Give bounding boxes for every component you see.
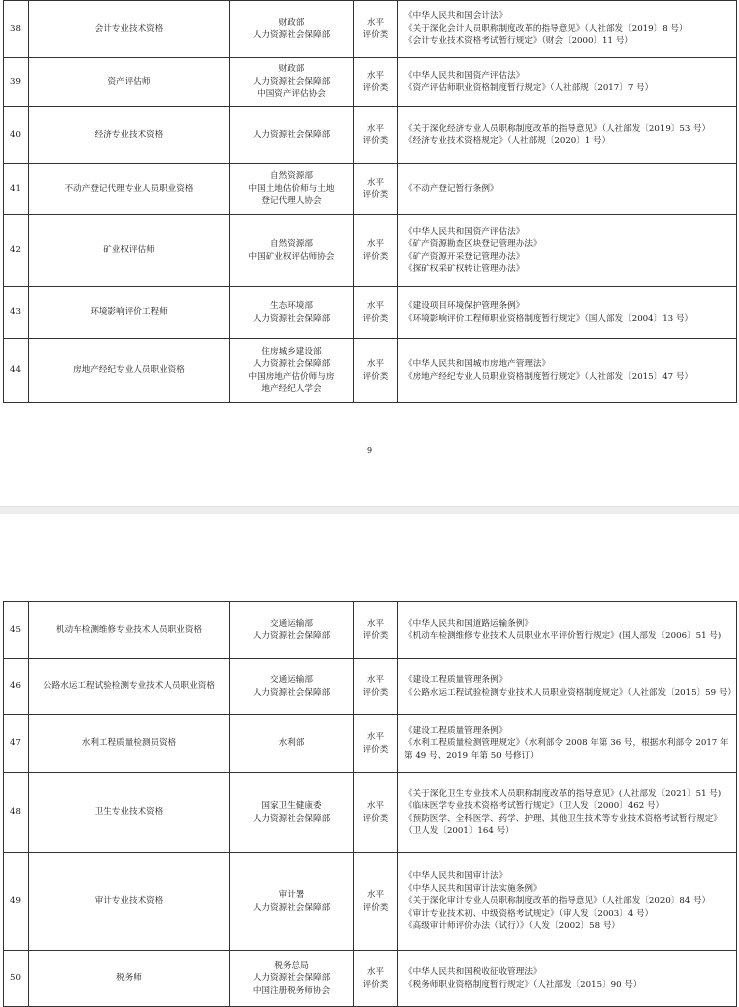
department-cell xyxy=(230,339,354,403)
category-cell xyxy=(354,1,398,58)
qualification-name: 矿业权评估师 xyxy=(29,215,230,287)
legal-basis-cell xyxy=(398,659,737,715)
category-cell-line: 水平 xyxy=(366,17,385,28)
legal-basis-cell-line: 《建设工程质量管理条例》 xyxy=(404,675,508,685)
category-cell xyxy=(354,853,398,951)
row-number: 49 xyxy=(4,853,29,951)
department-cell xyxy=(230,215,354,287)
category-cell-line: 水平 xyxy=(366,890,385,900)
department-cell-line: 中国矿业权评估师协会 xyxy=(248,251,335,262)
department-cell-line: 交通运输部 xyxy=(270,618,313,629)
table-row xyxy=(4,58,737,107)
table-row xyxy=(4,164,737,215)
table-row xyxy=(4,659,737,715)
row-number: 43 xyxy=(4,287,29,339)
legal-basis-cell-line: 《关于深化卫生专业技术人员职称制度改革的指导意见》(人社部发〔2021〕51 号) xyxy=(404,788,722,799)
department-cell-line: 人力资源社会保障部 xyxy=(252,813,331,824)
category-cell-line: 评价类 xyxy=(362,687,389,698)
category-cell-line: 水平 xyxy=(366,70,385,81)
category-cell-line: 水平 xyxy=(366,967,385,977)
row-number: 38 xyxy=(4,1,29,58)
legal-basis-cell xyxy=(398,339,737,403)
department-cell-line: 审计署 xyxy=(278,890,305,900)
legal-basis-cell xyxy=(398,287,737,339)
legal-basis-cell xyxy=(398,773,737,853)
legal-basis-cell-line: 《关于深化经济专业人员职称制度改革的指导意见》（人社部发〔2019〕53 号） xyxy=(404,123,711,134)
category-cell-line: 评价类 xyxy=(362,190,389,200)
category-cell xyxy=(354,951,398,1007)
table-row xyxy=(4,853,737,951)
row-number: 45 xyxy=(4,602,29,659)
qualification-name: 资产评估师 xyxy=(29,58,230,107)
legal-basis-cell xyxy=(398,215,737,287)
department-cell-line: 水利部 xyxy=(278,738,305,749)
category-cell-line: 水平 xyxy=(366,123,385,134)
department-cell xyxy=(230,659,354,715)
department-cell-line: 人力资源社会保障部 xyxy=(252,973,331,984)
category-cell-line: 评价类 xyxy=(362,371,389,382)
qualification-name: 公路水运工程试验检测专业技术人员职业资格 xyxy=(29,659,230,715)
legal-basis-cell-line: 《中华人民共和国道路运输条例》 xyxy=(404,618,533,629)
department-cell-line: 人力资源社会保障部 xyxy=(252,631,331,641)
legal-basis-cell-line: 《中华人民共和国资产评估法》 xyxy=(404,70,525,81)
row-number: 48 xyxy=(4,773,29,853)
legal-basis-cell-line: 《预防医学、全科医学、药学、护理、其他卫生技术等专业技术资格考试暂行规定》（卫人发〔2001〕164 号） xyxy=(404,813,722,836)
qualification-name: 审计专业技术资格 xyxy=(29,853,230,951)
category-cell-line: 水平 xyxy=(366,801,385,811)
department-cell-line: 人力资源社会保障部 xyxy=(252,313,331,324)
legal-basis-cell-line: 《房地产经纪专业人员职业资格制度暂行规定》（人社部发〔2015〕47 号） xyxy=(404,371,694,382)
table-row xyxy=(4,602,737,659)
table-row xyxy=(4,1,737,58)
category-cell-line: 水平 xyxy=(366,301,385,311)
category-cell-line: 评价类 xyxy=(362,631,389,641)
department-cell-line: 登记代理人协会 xyxy=(261,196,322,207)
category-cell-line: 水平 xyxy=(366,239,385,249)
category-cell xyxy=(354,215,398,287)
category-cell-line: 评价类 xyxy=(362,902,389,913)
legal-basis-cell xyxy=(398,715,737,773)
legal-basis-cell-line: 《矿产资源勘查区块登记管理办法》 xyxy=(404,239,542,249)
department-cell-line: 中国房地产估价师与房 xyxy=(248,371,335,382)
department-cell xyxy=(230,164,354,215)
qualification-name: 不动产登记代理专业人员职业资格 xyxy=(29,164,230,215)
qualification-table-top xyxy=(3,0,737,403)
table-row xyxy=(4,339,737,403)
category-cell xyxy=(354,602,398,659)
legal-basis-cell-line: 《建设项目环境保护管理条例》 xyxy=(404,301,525,311)
legal-basis-cell-line: 《临床医学专业技术资格考试暂行规定》（卫人发〔2000〕462 号） xyxy=(404,801,665,811)
category-cell-line: 水平 xyxy=(366,732,385,742)
department-cell-line: 人力资源社会保障部 xyxy=(252,359,331,369)
legal-basis-cell-line: 《水利工程质量检测管理规定》（水利部令 2008 年第 36 号，根据水利部令 2017 年第 49 号、2019 年第 50 号修订） xyxy=(404,738,729,761)
category-cell-line: 水平 xyxy=(366,177,385,188)
table-row xyxy=(4,215,737,287)
qualification-name: 税务师 xyxy=(29,951,230,1007)
category-cell-line: 水平 xyxy=(366,675,385,685)
qualification-name: 卫生专业技术资格 xyxy=(29,773,230,853)
department-cell-line: 生态环境部 xyxy=(270,301,313,311)
category-cell xyxy=(354,287,398,339)
department-cell-line: 人力资源社会保障部 xyxy=(252,129,331,140)
table-row xyxy=(4,107,737,164)
legal-basis-cell-line: 《关于深化会计人员职称制度改革的指导意见》（人社部发〔2019〕8 号） xyxy=(404,23,688,34)
legal-basis-cell-line: 《不动产登记暂行条例》 xyxy=(404,183,499,194)
department-cell-line: 人力资源社会保障部 xyxy=(252,687,331,698)
department-cell-line: 住房城乡建设部 xyxy=(261,346,322,357)
legal-basis-cell xyxy=(398,1,737,58)
department-cell-line: 人力资源社会保障部 xyxy=(252,902,331,913)
legal-basis-cell-line: 《建设工程质量管理条例》 xyxy=(404,725,508,736)
row-number: 39 xyxy=(4,58,29,107)
category-cell xyxy=(354,164,398,215)
department-cell xyxy=(230,853,354,951)
department-cell xyxy=(230,715,354,773)
legal-basis-cell-line: 《探矿权采矿权转让管理办法》 xyxy=(404,264,525,274)
category-cell-line: 评价类 xyxy=(362,83,389,93)
department-cell-line: 财政部 xyxy=(278,17,305,28)
legal-basis-cell-line: 《矿产资源开采登记管理办法》 xyxy=(404,251,525,262)
department-cell-line: 人力资源社会保障部 xyxy=(252,30,331,40)
legal-basis-cell-line: 《会计专业技术资格考试暂行规定》（财会〔2000〕11 号） xyxy=(404,36,633,47)
legal-basis-cell xyxy=(398,951,737,1007)
legal-basis-cell-line: 《中华人民共和国审计法》 xyxy=(404,871,508,882)
category-cell-line: 评价类 xyxy=(362,744,389,755)
row-number: 40 xyxy=(4,107,29,164)
qualification-name: 机动车检测维修专业技术人员职业资格 xyxy=(29,602,230,659)
department-cell-line: 交通运输部 xyxy=(270,675,313,685)
category-cell-line: 评价类 xyxy=(362,979,389,990)
table-row xyxy=(4,287,737,339)
department-cell-line: 税务总局 xyxy=(274,960,309,971)
page-number: 9 xyxy=(366,446,373,455)
legal-basis-cell-line: 《审计专业技术初、中级资格考试规定》（审人发〔2003〕4 号） xyxy=(404,908,654,919)
legal-basis-cell xyxy=(398,58,737,107)
legal-basis-cell xyxy=(398,853,737,951)
category-cell xyxy=(354,773,398,853)
category-cell-line: 评价类 xyxy=(362,251,389,262)
legal-basis-cell-line: 《中华人民共和国会计法》 xyxy=(404,11,508,22)
category-cell-line: 评价类 xyxy=(362,313,389,324)
table-row xyxy=(4,715,737,773)
category-cell-line: 水平 xyxy=(366,359,385,369)
department-cell xyxy=(230,58,354,107)
legal-basis-cell xyxy=(398,602,737,659)
department-cell-line: 国家卫生健康委 xyxy=(261,801,322,811)
table-row xyxy=(4,951,737,1007)
department-cell-line: 自然资源部 xyxy=(270,239,313,249)
qualification-name: 经济专业技术资格 xyxy=(29,107,230,164)
qualification-name: 水利工程质量检测员资格 xyxy=(29,715,230,773)
legal-basis-cell xyxy=(398,164,737,215)
legal-basis-cell-line: 《中华人民共和国城市房地产管理法》 xyxy=(404,359,551,369)
department-cell-line: 中国注册税务师协会 xyxy=(252,985,331,996)
qualification-table-bottom xyxy=(3,601,737,1007)
legal-basis-cell-line: 《中华人民共和国资产评估法》 xyxy=(404,226,525,237)
department-cell xyxy=(230,602,354,659)
category-cell xyxy=(354,58,398,107)
category-cell-line: 水平 xyxy=(366,618,385,629)
legal-basis-cell-line: 《资产评估师职业资格制度暂行规定》（人社部规〔2017〕7 号） xyxy=(404,83,654,93)
category-cell xyxy=(354,715,398,773)
category-cell xyxy=(354,339,398,403)
row-number: 42 xyxy=(4,215,29,287)
category-cell-line: 评价类 xyxy=(362,136,389,146)
row-number: 50 xyxy=(4,951,29,1007)
legal-basis-cell xyxy=(398,107,737,164)
department-cell-line: 地产经纪人学会 xyxy=(261,384,322,394)
category-cell xyxy=(354,659,398,715)
department-cell xyxy=(230,951,354,1007)
page-separator xyxy=(0,506,739,514)
row-number: 44 xyxy=(4,339,29,403)
category-cell-line: 评价类 xyxy=(362,813,389,824)
department-cell-line: 中国土地估价师与土地 xyxy=(248,183,335,194)
department-cell-line: 中国资产评估协会 xyxy=(257,89,326,100)
legal-basis-cell-line: 《公路水运工程试验检测专业技术人员职业资格制度规定》（人社部发〔2015〕59 号） xyxy=(404,687,737,698)
row-number: 47 xyxy=(4,715,29,773)
department-cell-line: 人力资源社会保障部 xyxy=(252,76,331,87)
row-number: 41 xyxy=(4,164,29,215)
legal-basis-cell-line: 《中华人民共和国审计法实施条例》 xyxy=(404,883,542,894)
legal-basis-cell-line: 《环境影响评价工程师职业资格制度暂行规定》（国人部发〔2004〕13 号） xyxy=(404,313,694,324)
table-row xyxy=(4,773,737,853)
category-cell xyxy=(354,107,398,164)
department-cell xyxy=(230,773,354,853)
legal-basis-cell-line: 《经济专业技术资格规定》（人社部规〔2020〕1 号） xyxy=(404,136,611,146)
legal-basis-cell-line: 《机动车检测维修专业技术人员职业水平评价暂行规定》(国人部发〔2006〕51 号) xyxy=(404,631,722,641)
department-cell xyxy=(230,1,354,58)
legal-basis-cell-line: 《高级审计师评价办法（试行）》（人发〔2002〕58 号） xyxy=(404,921,621,932)
department-cell xyxy=(230,287,354,339)
qualification-name: 环境影响评价工程师 xyxy=(29,287,230,339)
legal-basis-cell-line: 《关于深化审计专业人员职称制度改革的指导意见》（人社部发〔2020〕84 号） xyxy=(404,896,711,907)
row-number: 46 xyxy=(4,659,29,715)
department-cell-line: 财政部 xyxy=(278,64,305,75)
legal-basis-cell-line: 《税务师职业资格制度暂行规定》（人社部发〔2015〕90 号） xyxy=(404,979,642,990)
department-cell-line: 自然资源部 xyxy=(270,171,313,182)
qualification-name: 会计专业技术资格 xyxy=(29,1,230,58)
qualification-name: 房地产经纪专业人员职业资格 xyxy=(29,339,230,403)
department-cell xyxy=(230,107,354,164)
legal-basis-cell-line: 《中华人民共和国税收征收管理法》 xyxy=(404,967,542,977)
category-cell-line: 评价类 xyxy=(362,30,389,40)
